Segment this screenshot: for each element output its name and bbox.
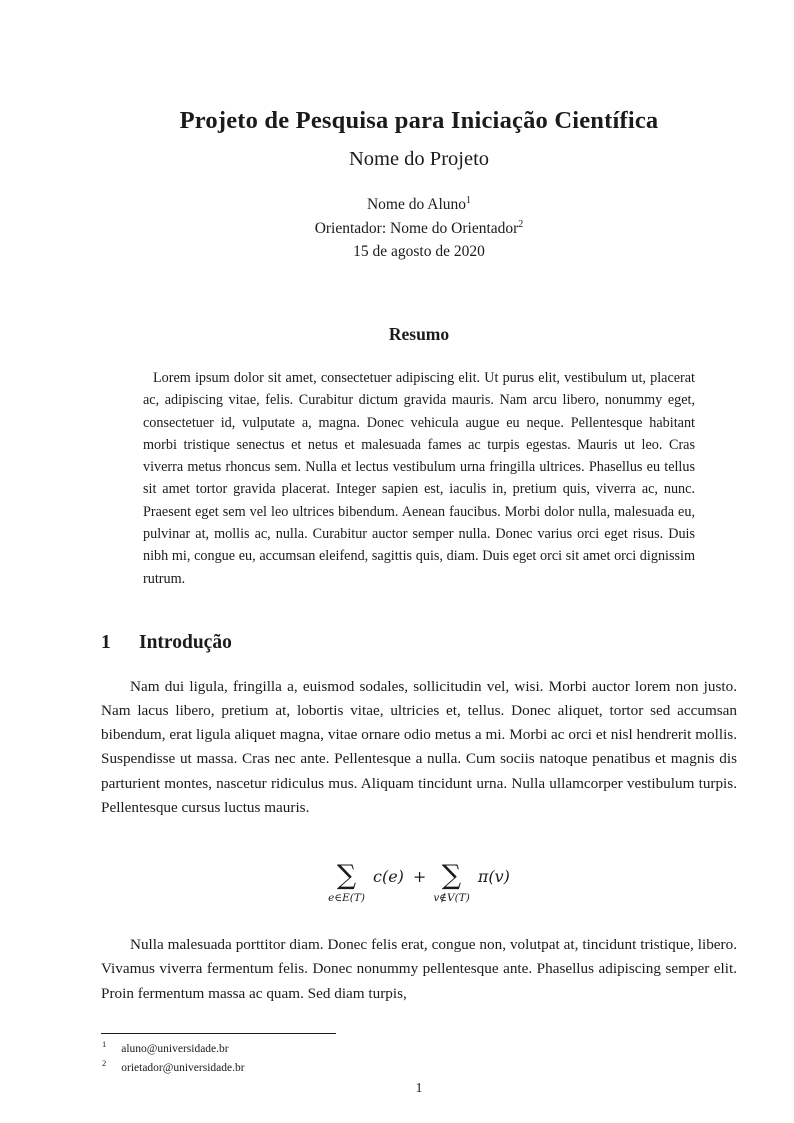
- summation-1: [328, 862, 365, 903]
- footnote-2-mark: 2: [102, 1058, 107, 1069]
- section-title: Introdução: [139, 631, 232, 653]
- equation: [101, 854, 737, 912]
- equation-term-1: c(e): [373, 866, 404, 886]
- summation-2: [433, 862, 469, 903]
- summation-1-limits: e∈E(T): [328, 891, 365, 904]
- footnote-1-mark: 1: [102, 1039, 107, 1049]
- document-date: 15 de agosto de 2020: [353, 243, 485, 261]
- abstract-section: [101, 324, 737, 590]
- footnote-rule: [101, 1033, 336, 1034]
- sigma-symbol: ∑: [336, 860, 357, 892]
- document-title: Projeto de Pesquisa para Iniciação Científica: [179, 107, 659, 134]
- footnote-2: [101, 1056, 737, 1075]
- footnote-area: [101, 1033, 737, 1076]
- paragraph-1: Nam dui ligula, fringilla a, euismod sodales, sollicitudin vel, wisi. Morbi auctor lorem non justo. Nam lacus libero, pretium at, lobortis vitae, ultricies et, tellus. Donec aliquet, tortor sed accumsan bibendum, erat ligula aliquet magna, vitae ornare odio metus a mi. Morbi ac orci et nisl hendrerit mollis. Suspendisse ut massa. Cras nec ante. Pellentesque a nulla. Cum sociis natoque penatibus et magnis dis parturient montes, nascetur ridiculus mus. Aliquam tincidunt urna. Nulla ullamcorper vestibulum turpis. Pellentesque cursus luctus mauris.: [101, 677, 737, 816]
- author-line: [101, 193, 737, 217]
- footnote-2-text: orietador@universidade.br: [121, 1062, 245, 1075]
- page-number: 1: [415, 1081, 423, 1096]
- sigma-symbol: ∑: [441, 860, 462, 892]
- plus-operator: +: [412, 866, 427, 886]
- introduction-section: [101, 632, 737, 1006]
- advisor-name: Orientador: Nome do Orientador: [314, 219, 519, 237]
- abstract-heading: Resumo: [388, 323, 450, 344]
- advisor-footnote-mark: 2: [518, 218, 524, 230]
- section-heading: [101, 632, 737, 654]
- paragraph-2: Nulla malesuada porttitor diam. Donec felis erat, congue non, volutpat at, tincidunt tristique, libero. Vivamus viverra fermentum felis. Donec nonummy pellentesque ante. Phasellus adipiscing semper elit. Proin fermentum massa ac quam. Sed diam turpis,: [101, 936, 737, 1002]
- section-number: 1: [101, 631, 111, 653]
- abstract-text: Lorem ipsum dolor sit amet, consectetuer adipiscing elit. Ut purus elit, vestibulum ut, placerat ac, adipiscing vitae, felis. Curabitur dictum gravida mauris. Nam arcu libero, nonummy eget, consectetuer id, vulputate a, magna. Donec vehicula augue eu neque. Pellentesque habitant morbi tristique senectus et netus et malesuada fames ac turpis egestas. Mauris ut leo. Cras viverra metus rhoncus sem. Nulla et lectus vestibulum urna fringilla ultrices. Phasellus eu tellus sit amet tortor gravida placerat. Integer sapien est, iaculis in, pretium quis, viverra ac, nunc. Praesent eget sem vel leo ultrices bibendum. Aenean faucibus. Morbi dolor nulla, malesuada eu, pulvinar at, mollis ac, nulla. Curabitur auctor semper nulla. Donec varius orci eget risus. Duis nibh mi, congue eu, accumsan eleifend, sagittis quis, diam. Duis eget orci sit amet orci dignissim rutrum.: [143, 369, 695, 587]
- author-name: Nome do Aluno: [366, 196, 467, 214]
- author-footnote-mark: 1: [466, 195, 472, 207]
- equation-term-2: π(v): [477, 866, 510, 886]
- summation-2-limits: v∉V(T): [433, 891, 470, 904]
- footnote-1-text: aluno@universidade.br: [121, 1042, 229, 1055]
- footnote-1: [101, 1037, 737, 1056]
- author-block: [101, 193, 737, 264]
- title-block: [101, 106, 737, 264]
- document-subtitle: Nome do Projeto: [348, 147, 490, 170]
- advisor-line: [101, 217, 737, 241]
